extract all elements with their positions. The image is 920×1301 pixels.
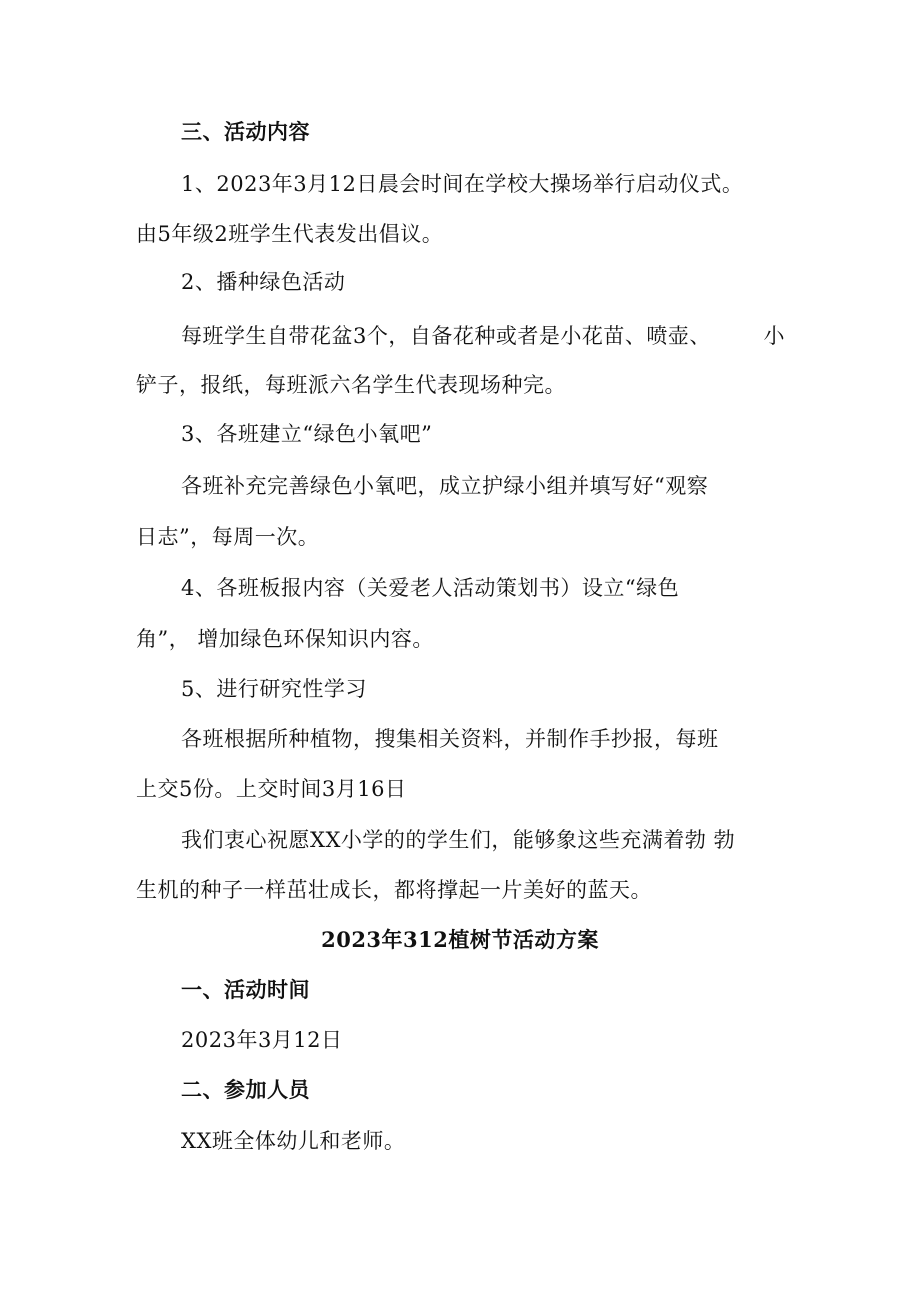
item-heading: 2、播种绿色活动 (181, 270, 346, 294)
paragraph-line: 铲子，报纸，每班派六名学生代表现场种完。 (136, 373, 566, 397)
paragraph-line: 1、2023年3月12日晨会时间在学校大操场举行启动仪式。 (181, 172, 744, 196)
paragraph-line: 4、各班板报内容（关爱老人活动策划书）设立“绿色 (181, 576, 680, 600)
item-heading: 5、进行研究性学习 (181, 677, 367, 701)
item-heading: 3、各班建立“绿色小氧吧” (181, 422, 433, 446)
document-title: 2023年312植树节活动方案 (321, 927, 599, 952)
paragraph-line: 各班根据所种植物，搜集相关资料，并制作手抄报，每班 (181, 727, 719, 751)
section-heading-activity-content: 三、活动内容 (181, 119, 310, 144)
paragraph-line-text: 每班学生自带花盆3个，自备花种或者是小花苗、喷壶、 (181, 324, 711, 348)
paragraph-line (181, 322, 785, 350)
paragraph-line: 2023年3月12日 (181, 1028, 343, 1052)
paragraph-line: 生机的种子一样茁壮成长，都将撑起一片美好的蓝天。 (136, 878, 652, 902)
paragraph-line: 日志”，每周一次。 (136, 525, 320, 549)
paragraph-line: 各班补充完善绿色小氧吧，成立护绿小组并填写好“观察 (181, 474, 709, 498)
section-heading-activity-time: 一、活动时间 (181, 977, 310, 1002)
paragraph-line: 我们衷心祝愿XX小学的的学生们，能够象这些充满着勃 勃 (181, 828, 736, 852)
paragraph-line: 由5年级2班学生代表发出倡议。 (136, 222, 444, 246)
paragraph-line: 上交5份。上交时间3月16日 (136, 777, 407, 801)
paragraph-line-text: 小 (763, 324, 785, 348)
paragraph-line: XX班全体幼儿和老师。 (181, 1129, 406, 1153)
section-heading-participants: 二、参加人员 (181, 1077, 310, 1102)
paragraph-line: 角”， 增加绿色环保知识内容。 (136, 627, 434, 651)
